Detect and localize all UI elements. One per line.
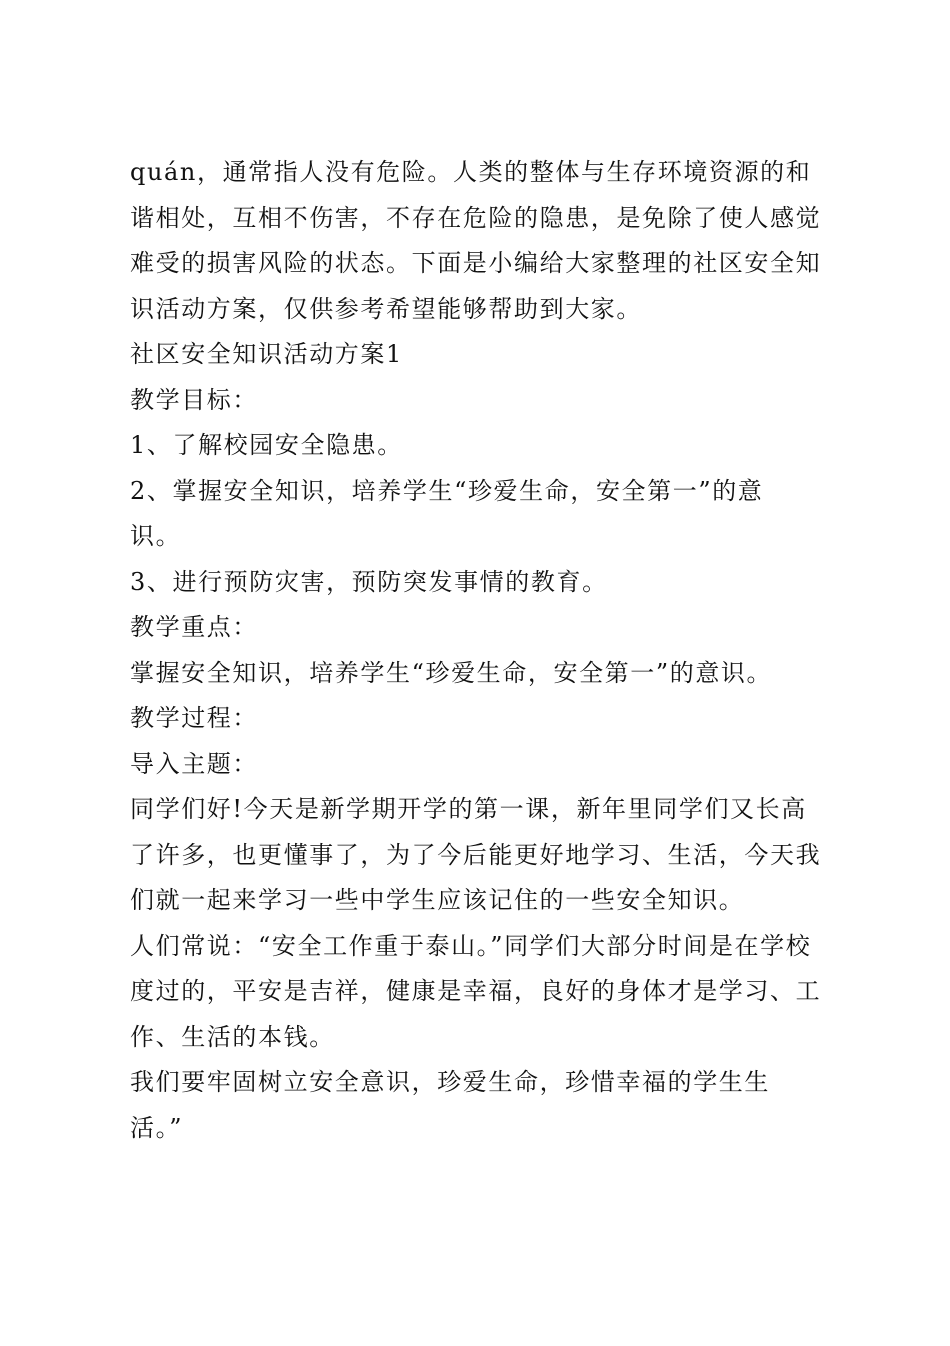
document-body — [130, 150, 830, 1151]
goal-item: 1、了解校园安全隐患。 — [130, 431, 403, 459]
body-paragraph: 同学们好!今天是新学期开学的第一课，新年里同学们又长高了许多，也更懂事了，为了今后能更好地学习、生活，今天我们就一起来学习一些中学生应该记住的一些安全知识。 — [130, 795, 822, 914]
intro-paragraph: quán，通常指人没有危险。人类的整体与生存环境资源的和谐相处，互相不伤害，不存在危险的隐患，是免除了使人感觉难受的损害风险的状态。下面是小编给大家整理的社区安全知识活动方案，仅供参考希望能够帮助到大家。 — [130, 158, 822, 323]
goals-title: 教学目标： — [130, 385, 258, 414]
goal-item: 2、掌握安全知识，培养学生“珍爱生命，安全第一”的意识。 — [130, 476, 764, 550]
focus-title: 教学重点： — [130, 613, 258, 641]
focus-text: 掌握安全知识，培养学生“珍爱生命，安全第一”的意识。 — [130, 658, 773, 687]
process-title: 教学过程： — [130, 704, 258, 732]
body-paragraph: 我们要牢固树立安全意识，珍爱生命，珍惜幸福的学生生活。” — [130, 1068, 770, 1142]
section-heading: 社区安全知识活动方案1 — [130, 340, 403, 368]
goal-item: 3、进行预防灾害，预防突发事情的教育。 — [130, 567, 608, 596]
body-paragraph: 人们常说：“安全工作重于泰山。”同学们大部分时间是在学校度过的，平安是吉祥，健康是幸福，良好的身体才是学习、工作、生活的本钱。 — [130, 931, 822, 1051]
intro-topic-title: 导入主题： — [130, 749, 258, 778]
